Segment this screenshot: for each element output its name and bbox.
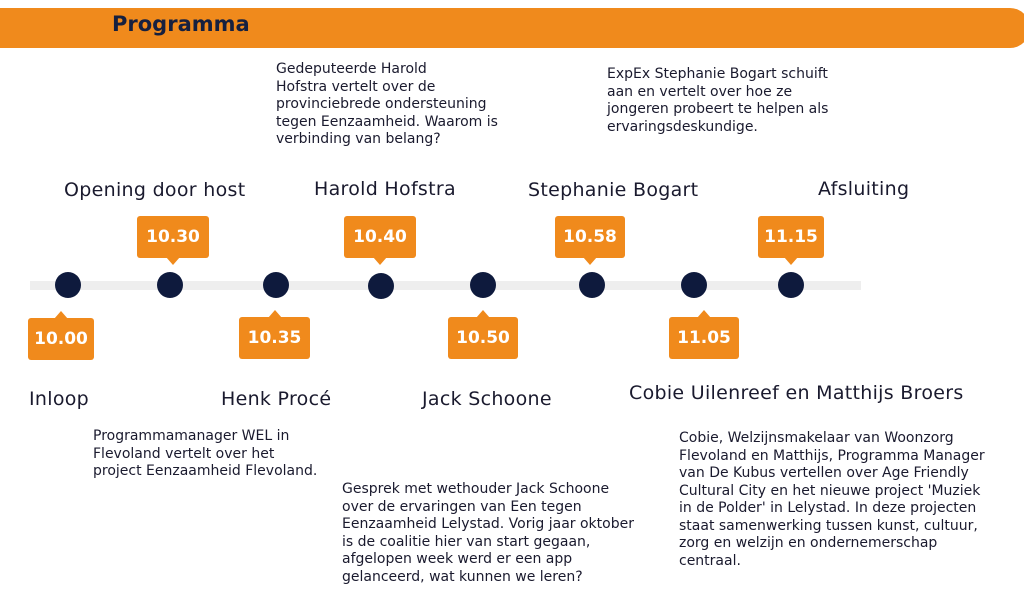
- description-line: provinciebrede ondersteuning: [276, 96, 487, 112]
- event-description-stephanie: [607, 66, 828, 136]
- description-line: over de ervaringen van Een tegen: [342, 498, 582, 515]
- description-line: Programmamanager WEL in: [93, 428, 290, 444]
- time-badge: 10.00: [28, 318, 94, 360]
- description-line: Hofstra vertelt over de: [276, 78, 436, 95]
- timeline-dot: [368, 273, 394, 299]
- event-description-henk: [93, 428, 317, 481]
- description-line: Flevoland en Matthijs, Programma Manager: [679, 447, 985, 464]
- timeline-dot: [778, 272, 804, 298]
- description-line: ExpEx Stephanie Bogart schuift: [607, 66, 828, 82]
- time-badge: 10.50: [448, 317, 518, 359]
- time-badge: 11.05: [669, 317, 739, 359]
- page-title: Programma: [112, 12, 250, 36]
- timeline-dot: [681, 272, 707, 298]
- event-description-cobie-matthijs: [679, 430, 985, 570]
- event-name: Harold Hofstra: [314, 178, 456, 200]
- time-badge: 10.40: [344, 216, 416, 258]
- timeline-dot: [470, 272, 496, 298]
- event-name: Cobie Uilenreef en Matthijs Broers: [629, 382, 964, 404]
- time-badge: 10.35: [239, 317, 310, 359]
- event-name: Inloop: [29, 388, 90, 410]
- timeline-dot: [579, 272, 605, 298]
- description-line: tegen Eenzaamheid. Waarom is: [276, 113, 498, 130]
- timeline-dot: [157, 272, 183, 298]
- event-description-jack: [342, 481, 634, 586]
- timeline-track: [30, 281, 861, 290]
- description-line: aan en vertelt over hoe ze: [607, 83, 793, 100]
- description-line: verbinding van belang?: [276, 131, 441, 147]
- description-line: Cobie, Welzijnsmakelaar van Woonzorg: [679, 430, 954, 446]
- description-line: zorg en welzijn en ondernemerschap: [679, 535, 938, 551]
- description-line: ervaringsdeskundige.: [607, 118, 758, 135]
- event-name: Opening door host: [64, 179, 246, 201]
- description-line: Eenzaamheid Lelystad. Vorig jaar oktober: [342, 516, 634, 532]
- description-line: van De Kubus vertellen over Age Friendly: [679, 465, 969, 481]
- description-line: afgelopen week werd er een app: [342, 551, 573, 567]
- time-badge: 11.15: [758, 216, 824, 258]
- description-line: staat samenwerking tussen kunst, cultuur,: [679, 517, 978, 534]
- description-line: Flevoland vertelt over het: [93, 445, 275, 462]
- timeline-dot: [55, 272, 81, 298]
- description-line: is de coalitie hier van start gegaan,: [342, 533, 591, 550]
- description-line: Gesprek met wethouder Jack Schoone: [342, 481, 610, 497]
- event-name: Jack Schoone: [422, 388, 552, 410]
- description-line: in de Polder' in Lelystad. In deze projecten: [679, 500, 977, 516]
- timeline-dot: [263, 272, 289, 298]
- event-description-harold: [276, 61, 498, 149]
- event-name: Afsluiting: [818, 178, 910, 200]
- description-line: jongeren probeert te helpen als: [607, 101, 829, 117]
- description-line: Gedeputeerde Harold: [276, 61, 427, 77]
- time-badge: 10.58: [555, 216, 625, 258]
- event-name: Henk Procé: [221, 388, 332, 410]
- time-badge: 10.30: [137, 216, 209, 258]
- description-line: project Eenzaamheid Flevoland.: [93, 463, 318, 479]
- description-line: gelanceerd, wat kunnen we leren?: [342, 568, 583, 585]
- description-line: centraal.: [679, 552, 741, 569]
- description-line: Cultural City en het nieuwe project 'Muziek: [679, 482, 981, 499]
- event-name: Stephanie Bogart: [528, 179, 699, 201]
